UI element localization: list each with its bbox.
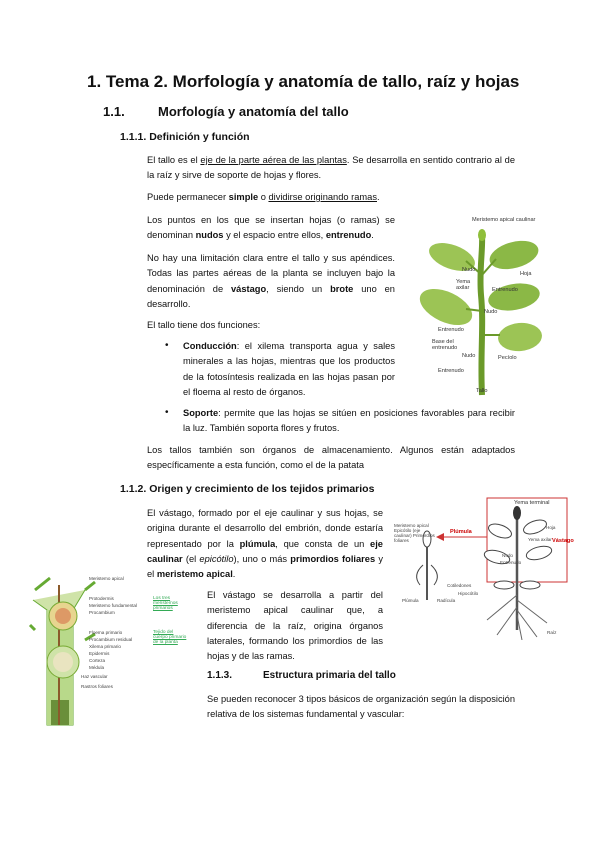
subsection-title-1-1-1: 1.1.1. Definición y función [120, 131, 250, 143]
label-tallo: Tallo [476, 388, 488, 394]
stem-tissue-diagram [25, 570, 190, 735]
label-xilema: Xilema primario [89, 644, 121, 649]
label-medula: Médula [89, 665, 105, 670]
label-nudo-2: Nudo [484, 309, 498, 315]
label-cotiledones: Cotiledones [447, 583, 472, 588]
label-fundamental: Meristemo fundamental [89, 603, 138, 608]
label-hipocotilo: Hipocótilo [458, 591, 479, 596]
paragraph-vastago: No hay una limitación clara entre el tallo y sus apéndices. Todas las partes aéreas de la planta se incluyen bajo la denominación de vástago, siendo un brote uno en desarrollo. [147, 253, 395, 309]
subsection-title-1-1-2: 1.1.2. Origen y crecimiento de los tejidos primarios [120, 483, 375, 495]
label-plumula: Plúmula [450, 529, 472, 535]
label-vastago: Vástago [552, 538, 574, 544]
paragraph-almacenamiento: Los tallos también son órganos de almacenamiento. Algunos están adaptados específicamente a esta función, como el de la patata [147, 445, 515, 471]
label-entrenudo: Entrenudo [492, 287, 518, 293]
label-entrenudo: Entrenudo [500, 560, 522, 565]
label-corteza: Corteza [89, 658, 106, 663]
label-hoja: Hoja [520, 271, 532, 277]
seedling-diagram [392, 495, 574, 640]
bullet-dot: • [165, 407, 169, 418]
label-rastros-foliares: Rastros foliares [81, 684, 113, 689]
bullet-conduccion: Conducción: el xilema transporta agua y sales minerales a las hojas, mientras que los productos de la fotosíntesis realizada en las hojas pasan por el floema al resto de órganos. [183, 341, 395, 397]
label-radicula: Radícula [437, 598, 456, 603]
label-raiz: Raíz [547, 630, 557, 635]
label-yema-terminal: Yema terminal [514, 500, 550, 506]
label-entrenudo-3: Entrenudo [438, 368, 464, 374]
label-peciolo: Pecíolo [498, 355, 517, 361]
bullet-soporte: Soporte: permite que las hojas se sitúen en posiciones favorables para recibir la luz. También soporta flores y frutos. [183, 408, 515, 434]
label-epidermis: Epidermis [89, 651, 110, 656]
label-nudo-3: Nudo [462, 353, 476, 359]
label-base: Base del entrenudo [432, 339, 458, 351]
paragraph-plumula: El vástago, formado por el eje caulinar y sus hojas, se origina durante el desarrollo del embrión, donde estaría representado por la plúmula, que consta de un eje caulinar (el epicótilo), uno o más primordios foliares y el meristemo apical. [147, 508, 383, 580]
label-plumula-2: Plúmula [402, 598, 419, 603]
paragraph-funciones: El tallo tiene dos funciones: [147, 320, 261, 330]
paragraph-definition: El tallo es el eje de la parte aérea de las plantas. Se desarrolla en sentido contrario al de la raíz y sirve de soporte de hojas y flores. [147, 155, 515, 181]
label-procambium-residual: Procambium residual [89, 637, 133, 642]
label-entrenudo-2: Entrenudo [438, 327, 464, 333]
section-number: 1.1. [103, 104, 125, 119]
label-tres-meristemos: Los tres meristemos primarios [153, 596, 178, 611]
label-yema-axilar: Yema axilar [528, 537, 552, 542]
label-nudo: Nudo [462, 267, 476, 273]
subsection-title-1-1-3: Estructura primaria del tallo [263, 670, 396, 681]
label-tejidos: Tejido del cuerpo primario de la planta [153, 630, 187, 645]
subsection-number-1-1-3: 1.1.3. [207, 670, 233, 681]
paragraph-organizacion: Se pueden reconocer 3 tipos básicos de organización según la disposición relativa de los sistemas fundamental y vascular: [207, 694, 515, 720]
label-yema: Yema axilar [456, 279, 471, 291]
seedling-illustration [392, 495, 570, 640]
paragraph-meristemo: El vástago se desarrolla a partir del meristemo apical caulinar que, a diferencia de la raíz, origina órganos laterales, formando los primordios de las hojas y de las ramas. [207, 590, 383, 662]
label-procambium: Procambium [89, 610, 115, 615]
label-nudo: Nudo [502, 553, 513, 558]
label-meristemo: Meristemo apical caulinar [472, 217, 536, 223]
stem-diagram [402, 215, 552, 400]
label-protodermis: Protodermis [89, 596, 114, 601]
stem-illustration [402, 215, 552, 400]
label-meristemo-apical: Meristemo apical [89, 576, 124, 581]
section-title: Morfología y anatomía del tallo [158, 104, 349, 119]
paragraph-simple: Puede permanecer simple o dividirse originando ramas. [147, 192, 380, 202]
label-haz-vascular: Haz vascular [81, 674, 108, 679]
label-floema: Floema primario [89, 630, 123, 635]
paragraph-nudos: Los puntos en los que se insertan hojas (o ramas) se denominan nudos y el espacio entre ellos, entrenudo. [147, 215, 395, 241]
bullet-dot: • [165, 340, 169, 351]
label-hoja: Hoja [546, 525, 556, 530]
page-title: 1. Tema 2. Morfología y anatomía de tallo, raíz y hojas [87, 72, 520, 91]
label-meristemo-apical: Meristemo apical Epicótilo (eje caulinar) Primordios foliares [394, 523, 435, 543]
